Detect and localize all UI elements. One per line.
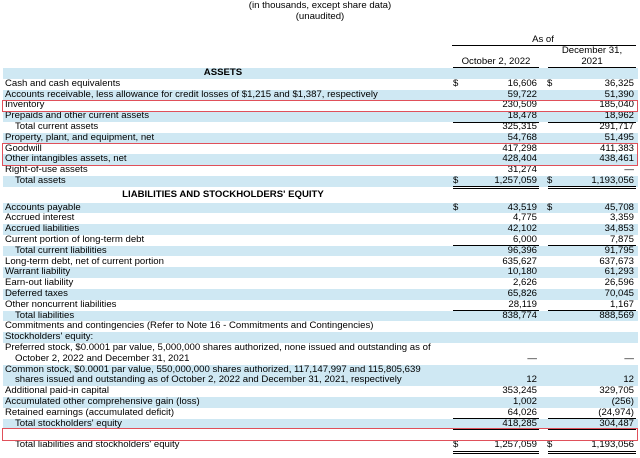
value-dec-2021: 291,717 (599, 121, 634, 132)
value-dec-2021: 34,853 (604, 223, 634, 235)
value-dec-2021: 411,383 (600, 142, 634, 154)
table-row (3, 267, 638, 278)
row-label: Total current liabilities (15, 244, 107, 256)
value-oct-2022: 1,002 (512, 395, 537, 407)
value-oct-2022: 96,396 (507, 244, 537, 256)
value-oct-2022: 417,298 (502, 142, 537, 154)
value-oct-2022: 31,274 (507, 164, 537, 176)
value-oct-2022: 64,026 (507, 406, 537, 418)
total-rule (548, 451, 636, 452)
total-rule (453, 453, 539, 454)
table-row (3, 343, 638, 365)
row-label: Current portion of long-term debt (5, 233, 145, 245)
value-dec-2021: 1,193,056 (591, 439, 634, 450)
row-label: Earn-out liability (5, 277, 74, 289)
value-dec-2021: 45,708 (604, 201, 634, 213)
row-label: Goodwill (5, 142, 42, 154)
row-label: Total current assets (15, 121, 99, 132)
row-label: Preferred stock, $0.0001 par value, 5,000,000 shares authorized, none issued and outstanding as of (5, 341, 431, 353)
currency-symbol: $ (453, 201, 459, 213)
report-subtitle: (in thousands, except share data) (248, 0, 392, 11)
row-label: Total liabilities (15, 309, 75, 321)
value-dec-2021: 91,795 (604, 244, 634, 256)
currency-symbol: $ (453, 77, 459, 89)
currency-symbol: $ (547, 175, 553, 186)
currency-symbol: $ (453, 439, 459, 450)
value-dec-2021: 36,325 (604, 77, 634, 89)
value-dec-2021: 888,569 (599, 309, 634, 321)
value-oct-2022: 353,245 (502, 385, 537, 397)
row-label: Total assets (15, 175, 66, 186)
currency-symbol: $ (453, 175, 459, 186)
value-oct-2022: 838,774 (502, 309, 537, 321)
value-oct-2022: 12 (526, 374, 537, 386)
value-dec-2021: 304,487 (599, 417, 634, 429)
value-oct-2022: 1,257,059 (494, 175, 537, 186)
value-oct-2022: 4,775 (512, 212, 537, 224)
row-label: Accounts receivable, less allowance for credit losses of $1,215 and $1,387, respectively (5, 88, 378, 100)
table-row (3, 246, 638, 257)
as-of-header: As of (532, 34, 554, 45)
value-oct-2022: 42,102 (507, 223, 537, 235)
value-dec-2021: 1,167 (609, 298, 634, 310)
value-dec-2021: 26,596 (604, 277, 634, 289)
value-dec-2021: 51,495 (604, 131, 634, 143)
section-title: LIABILITIES AND STOCKHOLDERS' EQUITY (122, 189, 324, 200)
value-dec-2021: (256) (611, 395, 634, 407)
row-label: Commitments and contingencies (Refer to Note 16 - Commitments and Contingencies) (5, 320, 374, 332)
value-oct-2022: 54,768 (507, 131, 537, 143)
row-label: Common stock, $0.0001 par value, 550,000,000 shares authorized, 117,147,997 and 115,805,639 (5, 363, 421, 375)
currency-symbol: $ (547, 439, 553, 450)
value-dec-2021: 18,962 (604, 110, 634, 122)
row-label: Warrant liability (5, 266, 71, 278)
row-label-continued: shares issued and outstanding as of October 2, 2022 and December 31, 2021, respectively (15, 374, 402, 386)
row-label: Cash and cash equivalents (5, 77, 121, 89)
row-label: Stockholders' equity: (5, 331, 94, 343)
row-label: Accrued liabilities (5, 223, 80, 235)
row-label: Property, plant, and equipment, net (5, 131, 155, 143)
value-oct-2022: 65,826 (507, 287, 537, 299)
row-label: Total liabilities and stockholders' equity (15, 439, 180, 450)
table-row (3, 408, 638, 419)
section-liabilities (3, 190, 638, 201)
value-dec-2021: 637,673 (599, 255, 634, 267)
value-dec-2021: — (624, 352, 634, 364)
value-oct-2022: 6,000 (512, 233, 537, 245)
value-oct-2022: — (527, 352, 537, 364)
value-dec-2021: 12 (623, 374, 634, 386)
currency-symbol: $ (547, 201, 553, 213)
value-oct-2022: 18,478 (507, 110, 537, 122)
value-dec-2021: 3,359 (609, 212, 634, 224)
currency-symbol: $ (547, 77, 553, 89)
column-header-dec-2021-line1: December 31, (561, 45, 623, 56)
value-oct-2022: 10,180 (507, 266, 537, 278)
value-dec-2021: 185,040 (599, 99, 634, 111)
row-label: Retained earnings (accumulated deficit) (5, 406, 175, 418)
row-label: Other noncurrent liabilities (5, 298, 117, 310)
value-dec-2021: 1,193,056 (591, 175, 634, 186)
row-label: Inventory (5, 99, 45, 111)
table-row (3, 165, 638, 176)
row-label: Additional paid-in capital (5, 385, 109, 397)
value-oct-2022: 28,119 (508, 298, 537, 310)
section-title: ASSETS (203, 67, 243, 78)
table-row (3, 203, 638, 214)
value-oct-2022: 2,626 (512, 277, 537, 289)
value-oct-2022: 635,627 (502, 255, 537, 267)
row-label: Other intangibles assets, net (5, 153, 127, 165)
total-rule (453, 186, 539, 187)
row-label: Accumulated other comprehensive gain (loss) (5, 395, 200, 407)
table-row (3, 300, 638, 311)
value-oct-2022: 16,606 (507, 77, 537, 89)
table-row (3, 440, 638, 451)
value-oct-2022: 325,315 (502, 121, 537, 132)
value-dec-2021: 70,045 (604, 287, 634, 299)
value-oct-2022: 230,509 (502, 99, 537, 111)
value-oct-2022: 418,285 (502, 417, 537, 429)
highlight-total-equity (2, 428, 638, 440)
value-oct-2022: 43,519 (507, 201, 537, 213)
row-label: Prepaids and other current assets (5, 110, 149, 122)
row-label: Deferred taxes (5, 287, 68, 299)
row-label: Total stockholders' equity (15, 417, 122, 429)
table-row (3, 176, 638, 187)
row-label-continued: October 2, 2022 and December 31, 2021 (15, 352, 190, 364)
value-dec-2021: 61,293 (604, 266, 634, 278)
value-oct-2022: 59,722 (507, 88, 537, 100)
row-label: Accounts payable (5, 201, 81, 213)
row-label: Long-term debt, net of current portion (5, 255, 164, 267)
column-header-dec-2021-line2: 2021 (581, 56, 603, 67)
value-dec-2021: 329,705 (599, 385, 634, 397)
table-row (3, 321, 638, 332)
row-label: Right-of-use assets (5, 164, 88, 176)
table-row (3, 257, 638, 268)
value-dec-2021: (24,974) (598, 406, 634, 418)
total-rule (548, 186, 636, 187)
value-oct-2022: 1,257,059 (494, 439, 537, 450)
total-rule (453, 451, 539, 452)
column-header-oct-2022: October 2, 2022 (461, 56, 531, 67)
table-row (3, 111, 638, 122)
value-dec-2021: 7,875 (609, 233, 634, 245)
value-dec-2021: 51,390 (604, 88, 634, 100)
table-row (3, 278, 638, 289)
report-unaudited-note: (unaudited) (295, 11, 345, 22)
table-row (3, 213, 638, 224)
table-row (3, 79, 638, 90)
value-oct-2022: 428,404 (502, 153, 537, 165)
value-dec-2021: — (624, 164, 634, 176)
total-rule (548, 453, 636, 454)
highlight-goodwill-intangibles (2, 143, 638, 167)
value-dec-2021: 438,461 (599, 153, 634, 165)
highlight-inventory (2, 100, 638, 113)
row-label: Accrued interest (5, 212, 75, 224)
table-row (3, 365, 638, 387)
